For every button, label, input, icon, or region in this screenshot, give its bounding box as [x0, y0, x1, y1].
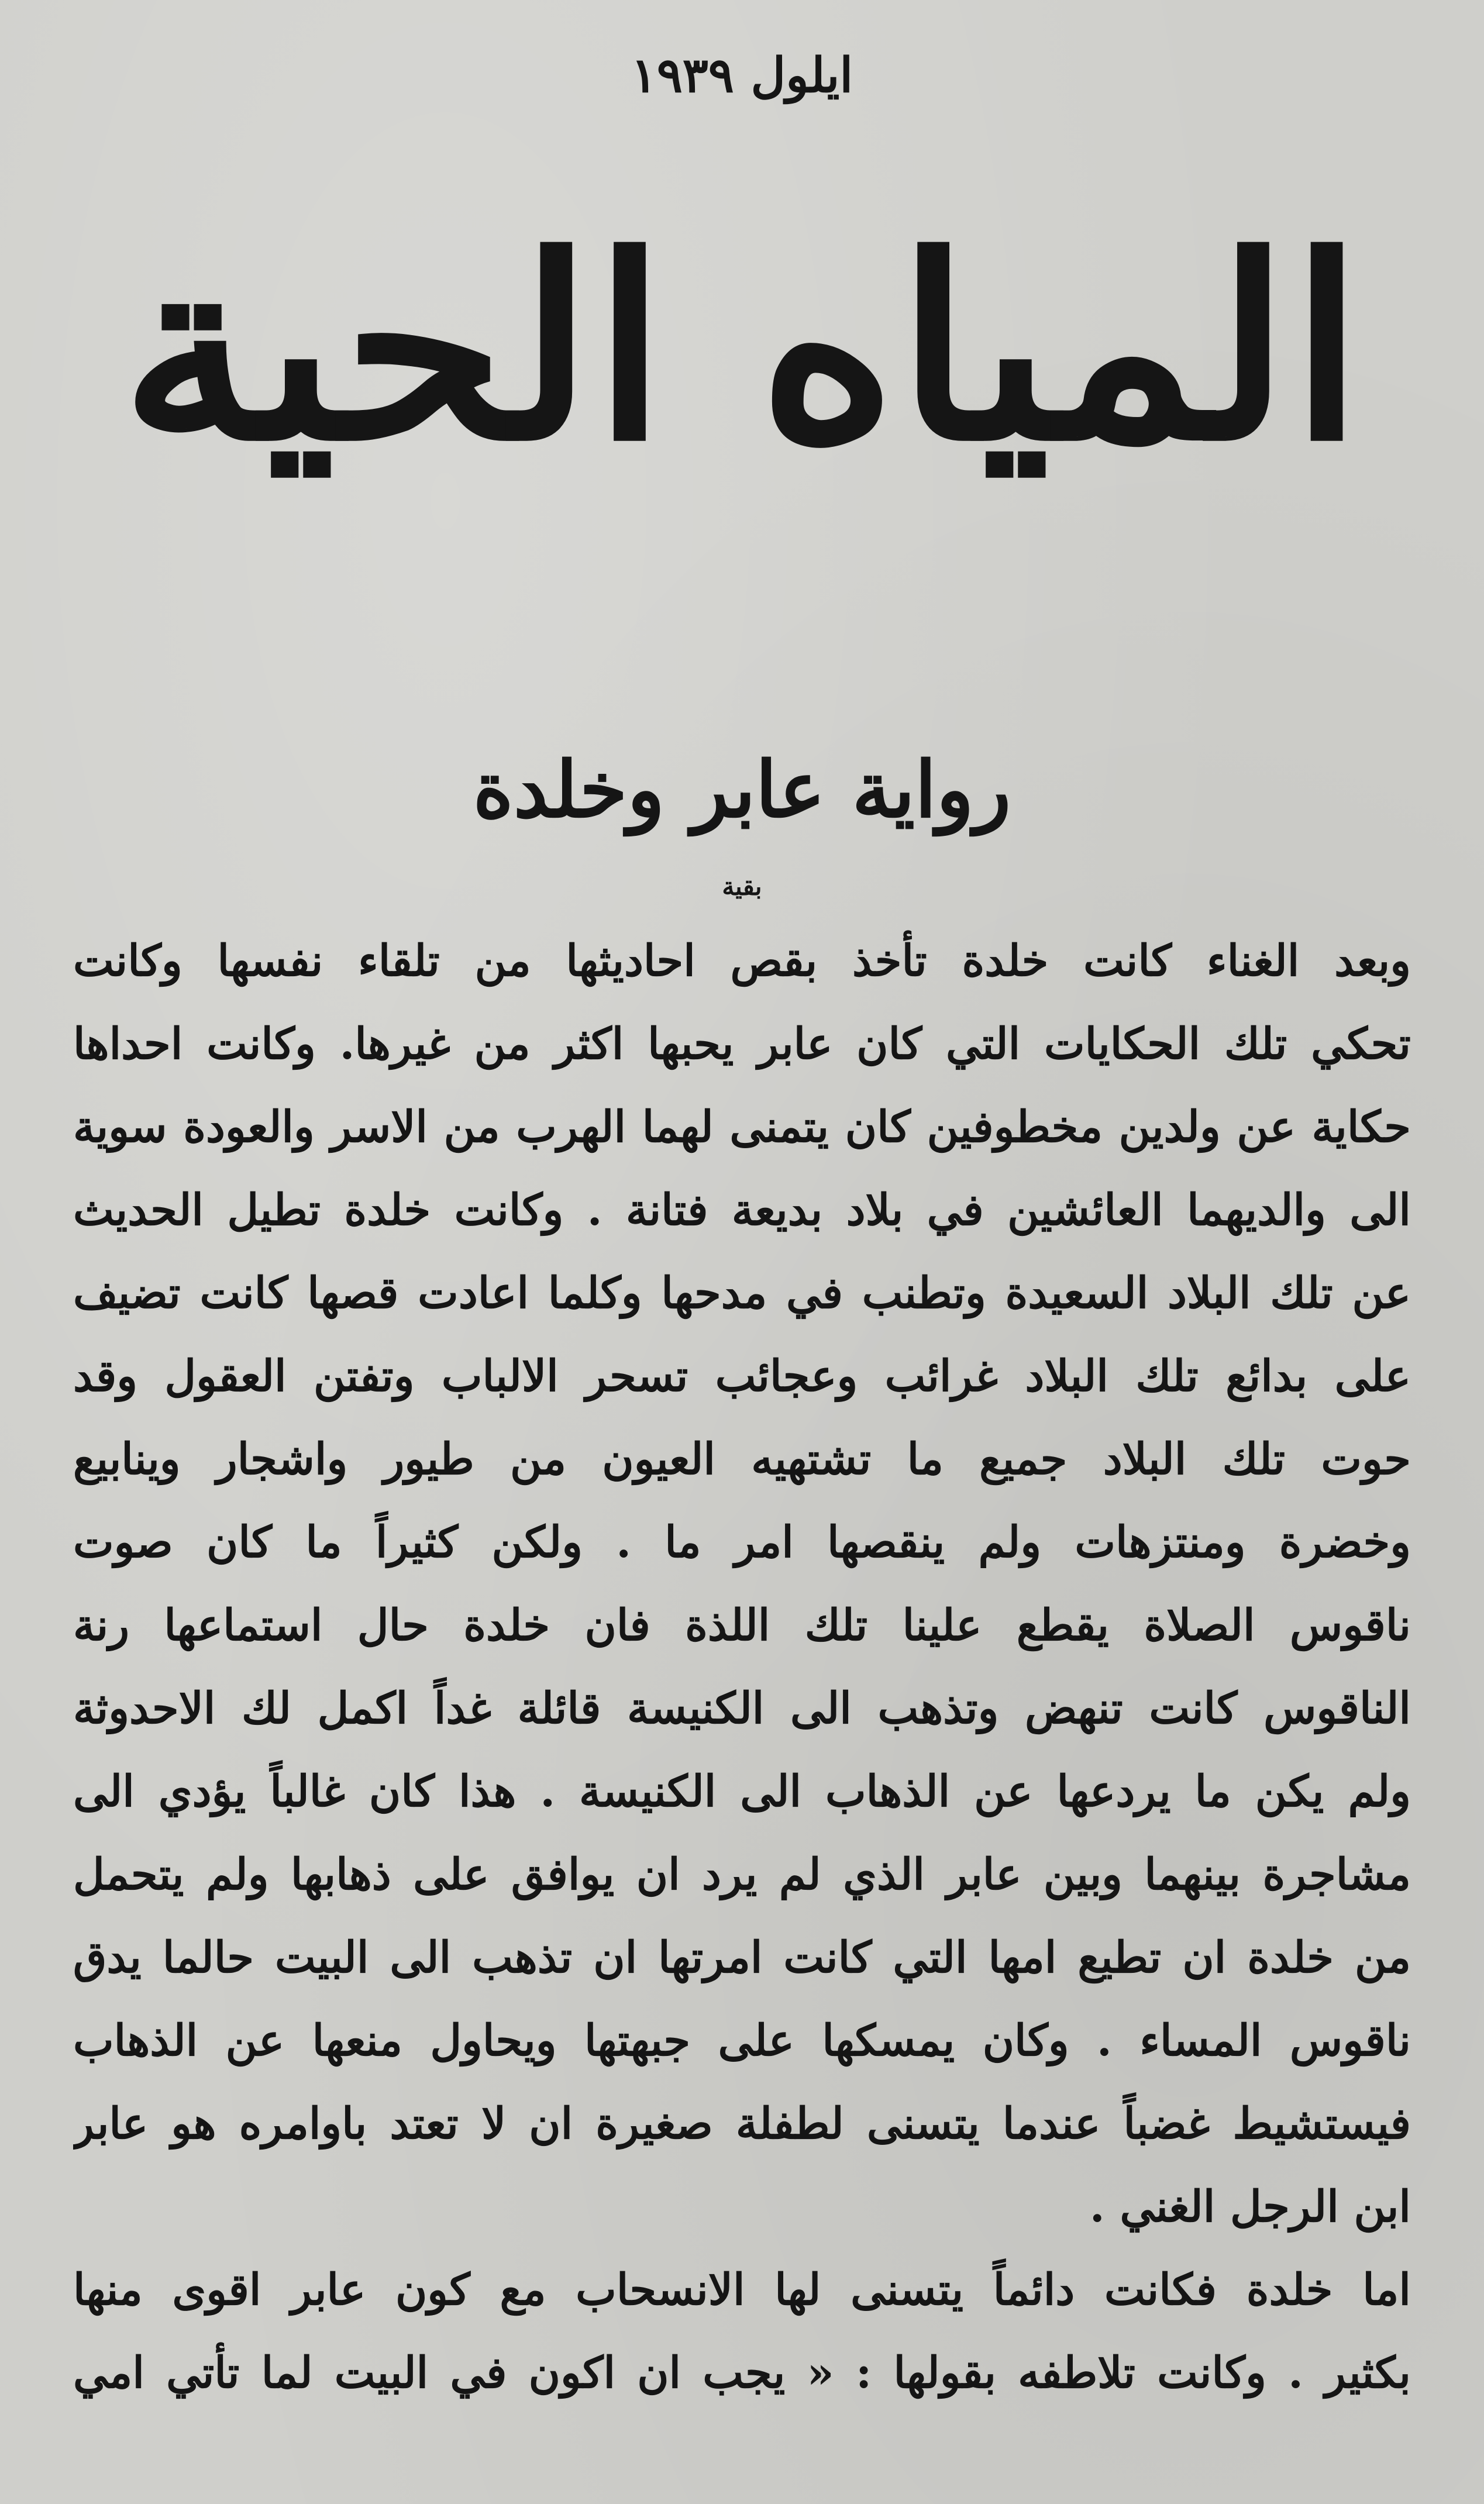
- article-subtitle: رواية عابر وخلدة: [473, 745, 1011, 835]
- article-body: [73, 919, 1411, 2415]
- text-line: وبعد الغناء كانت خلدة تأخذ بقص احاديثها من تلقاء نفسها وكانت: [73, 936, 1411, 986]
- text-line: حكاية عن ولدين مخطوفين كان يتمنى لهما الهرب من الاسر والعودة سوية: [73, 1102, 1411, 1152]
- continuation-label: بقية: [722, 872, 762, 901]
- text-line: ولم يكن ما يردعها عن الذهاب الى الكنيسة . هذا كان غالباً يؤدي الى: [73, 1766, 1411, 1817]
- text-line: ناقوس المساء . وكان يمسكها على جبهتها ويحاول منعها عن الذهاب: [73, 2016, 1411, 2066]
- text-line: وخضرة ومنتزهات ولم ينقصها امر ما . ولكن كثيراً ما كان صوت: [73, 1517, 1411, 1568]
- text-line: حوت تلك البلاد جميع ما تشتهيه العيون من طيور واشجار وينابيع: [73, 1434, 1411, 1485]
- text-line: عن تلك البلاد السعيدة وتطنب في مدحها وكلما اعادت قصها كانت تضيف: [73, 1268, 1411, 1318]
- text-line: من خلدة ان تطيع امها التي كانت امرتها ان تذهب الى البيت حالما يدق: [73, 1933, 1411, 1983]
- text-line: الناقوس كانت تنهض وتذهب الى الكنيسة قائلة غداً اكمل لك الاحدوثة: [73, 1683, 1411, 1734]
- text-line: ناقوس الصلاة يقطع علينا تلك اللذة فان خلدة حال استماعها رنة: [73, 1600, 1411, 1651]
- text-line: الى والديهما العائشين في بلاد بديعة فتانة . وكانت خلدة تطيل الحديث: [73, 1185, 1411, 1235]
- text-line: فيستشيط غضباً عندما يتسنى لطفلة صغيرة ان لا تعتد باوامره هو عابر: [73, 2099, 1411, 2149]
- text-line: تحكي تلك الحكايات التي كان عابر يحبها اكثر من غيرها. وكانت احداها: [73, 1019, 1411, 1069]
- text-line: مشاجرة بينهما وبين عابر الذي لم يرد ان يوافق على ذهابها ولم يتحمل: [73, 1849, 1411, 1900]
- article-title: المياه الحية: [120, 201, 1364, 497]
- paragraph: [73, 2248, 1411, 2415]
- text-line: اما خلدة فكانت دائماً يتسنى لها الانسحاب مع كون عابر اقوى منها: [73, 2265, 1411, 2315]
- text-line: بكثير . وكانت تلاطفه بقولها : « يجب ان اكون في البيت لما تأتي امي: [73, 2348, 1411, 2398]
- paragraph: [73, 919, 1411, 2248]
- issue-date: ايلول ١٩٣٩: [631, 47, 853, 104]
- text-line: ابن الرجل الغني .: [1089, 2182, 1411, 2232]
- text-line: على بدائع تلك البلاد غرائب وعجائب تسحر الالباب وتفتن العقول وقد: [73, 1351, 1411, 1401]
